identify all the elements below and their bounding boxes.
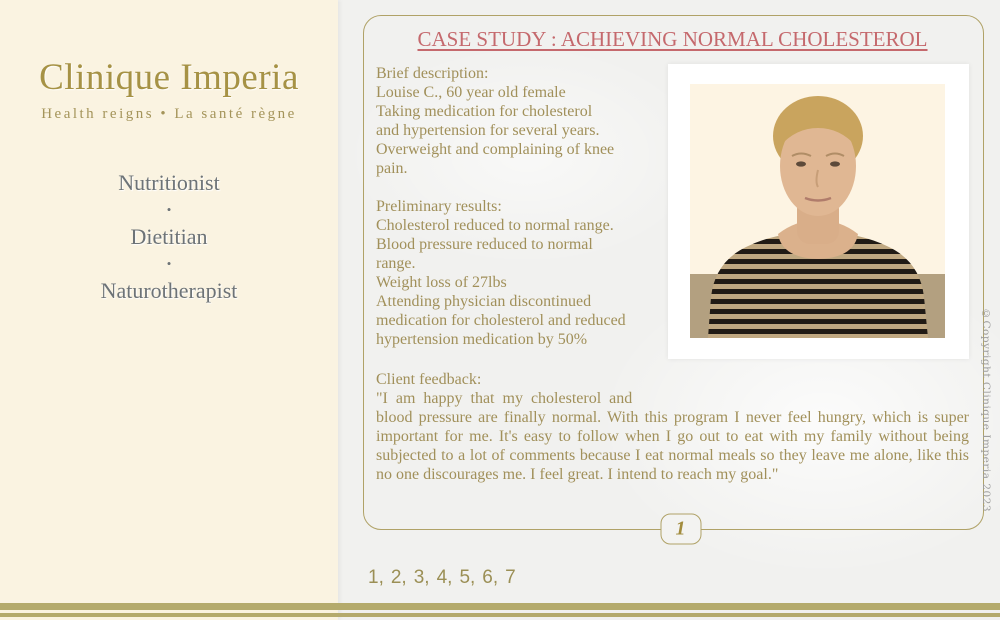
clinic-logo: Clinique Imperia (39, 57, 299, 98)
client-portrait-photo (690, 84, 945, 338)
copyright-vertical-text: ©Copyright Clinique Imperia 2023 (980, 308, 992, 513)
text-line: Louise C., 60 year old female (376, 84, 566, 101)
text-line: Blood pressure reduced to normal (376, 236, 593, 253)
text-line: Preliminary results: (376, 198, 502, 215)
footer-stripes (0, 603, 1000, 617)
client-photo-frame (668, 64, 969, 359)
bullet-separator: • (166, 202, 172, 217)
case-study-title: CASE STUDY : ACHIEVING NORMAL CHOLESTEROL (417, 27, 928, 51)
pagination-link-3[interactable]: 3, (413, 567, 430, 588)
pagination-link-6[interactable]: 6, (482, 567, 499, 588)
text-line: pain. (376, 160, 408, 177)
pagination-link-4[interactable]: 4, (436, 567, 453, 588)
service-naturotherapist: Naturotherapist (100, 278, 238, 303)
case-study-text-column (376, 64, 668, 349)
preliminary-results (376, 197, 668, 349)
pagination-link-2[interactable]: 2, (390, 567, 407, 588)
sidebar (0, 0, 338, 620)
text-line: Overweight and complaining of knee (376, 141, 615, 158)
feedback-quote-first-line: "I am happy that my cholesterol and (376, 390, 633, 407)
case-study-card (363, 15, 984, 540)
bullet-separator: • (166, 256, 172, 271)
text-line: Attending physician discontinued (376, 293, 592, 310)
page-number-badge: 1 (660, 514, 701, 545)
pagination-link-5[interactable]: 5, (459, 567, 476, 588)
text-line: Weight loss of 27lbs (376, 274, 507, 291)
text-line: medication for cholesterol and reduced (376, 312, 626, 329)
pagination-link-7[interactable]: 7 (505, 567, 516, 588)
text-line: Cholesterol reduced to normal range. (376, 217, 614, 234)
service-nutritionist: Nutritionist (118, 170, 220, 195)
case-study-body (376, 64, 969, 359)
main-content (338, 0, 1000, 620)
text-line: hypertension medication by 50% (376, 331, 588, 348)
text-line: Brief description: (376, 65, 489, 82)
pagination-link-1[interactable]: 1, (368, 567, 384, 588)
footer-stripe-bottom (0, 613, 1000, 617)
text-line: range. (376, 255, 416, 272)
text-line: Taking medication for cholesterol (376, 103, 593, 120)
text-line: and hypertension for several years. (376, 122, 600, 139)
footer-stripe-top (0, 603, 1000, 610)
services-list (0, 169, 338, 304)
brief-description (376, 64, 668, 178)
service-dietitian: Dietitian (130, 224, 208, 249)
feedback-quote-body: blood pressure are finally normal. With this program I never feel hungry, which is super important for me. It's easy to follow when I go out to eat with my family without being subjected to a lot of comments because I eat normal meals so they leave me alone, like this no one discourages me. I feel great. I intend to reach my goal." (376, 409, 969, 483)
clinic-tagline: Health reigns • La santé règne (41, 106, 297, 122)
pagination (368, 567, 1000, 589)
feedback-label: Client feedback: (376, 371, 482, 388)
client-feedback (376, 370, 969, 484)
